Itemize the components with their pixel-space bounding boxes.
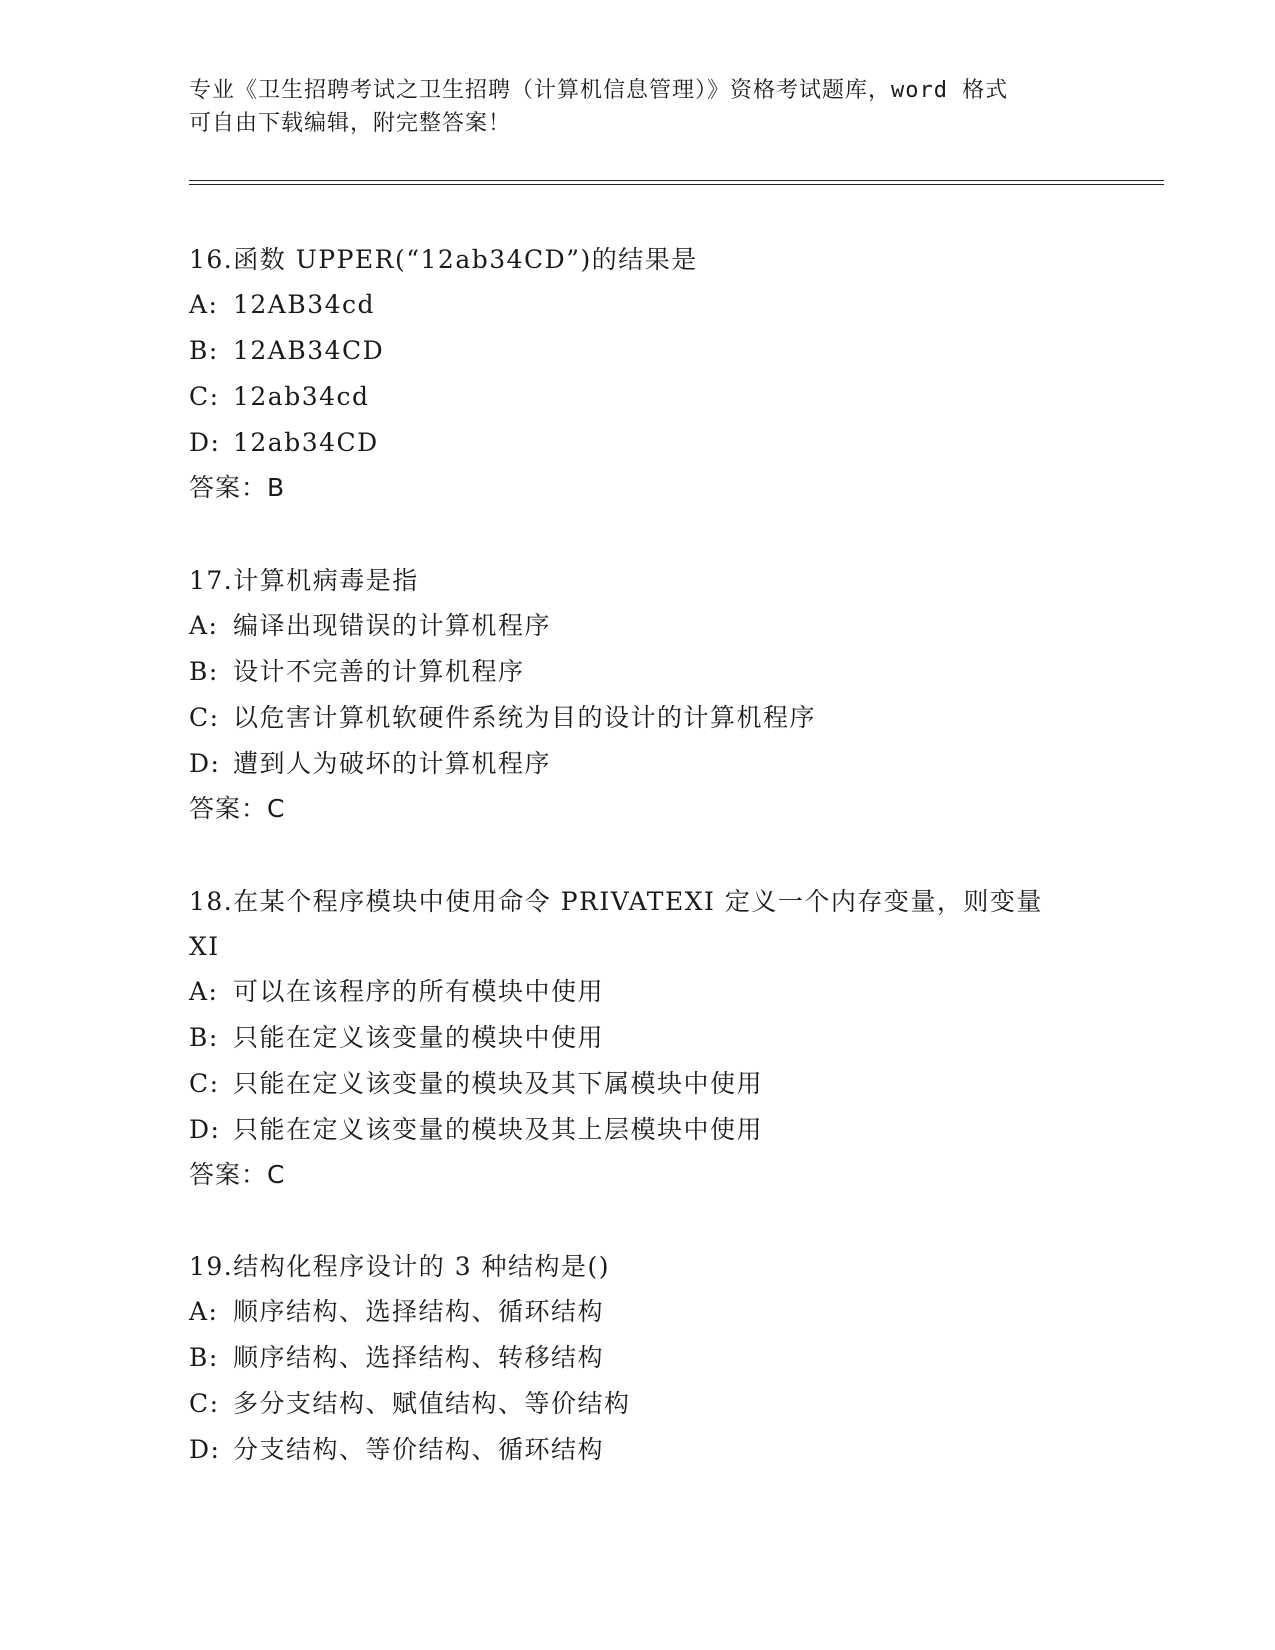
option-letter: A: [189,1297,219,1326]
option-letter: B: [189,657,219,686]
option-letter: D: [189,749,221,778]
option-b [189,649,1109,695]
option-letter: B: [189,1023,219,1052]
option-text: 遭到人为破坏的计算机程序 [233,749,552,778]
option-text: 12AB34cd [233,290,376,319]
header-line-1: 专业《卫生招聘考试之卫生招聘（计算机信息管理）》资格考试题库，word 格式 [189,78,1009,103]
question-stem: 16.函数 UPPER(“12ab34CD”)的结果是 [189,245,698,274]
option-text: 只能在定义该变量的模块中使用 [233,1023,605,1052]
option-letter: D: [189,428,221,457]
option-d [189,1107,1109,1153]
option-a [189,282,1109,328]
option-letter: D: [189,1115,221,1144]
option-letter: C: [189,1389,220,1418]
option-text: 12AB34CD [233,336,385,365]
option-text: 编译出现错误的计算机程序 [233,611,552,640]
option-c [189,1381,1109,1427]
document-header [189,74,1079,140]
option-text: 顺序结构、选择结构、转移结构 [233,1343,605,1372]
answer-line: 答案：B [189,473,286,502]
option-text: 12ab34cd [233,382,370,411]
question-stem: 19.结构化程序设计的 3 种结构是() [189,1252,611,1281]
option-text: 可以在该程序的所有模块中使用 [233,977,605,1006]
question-stem: 17.计算机病毒是指 [189,566,419,595]
option-letter: A: [189,611,219,640]
answer-line: 答案：C [189,1160,286,1189]
header-divider-bottom [189,184,1164,185]
option-letter: C: [189,1069,220,1098]
question-stem-continuation: XI [189,932,220,961]
option-c [189,1061,1109,1107]
option-b [189,1335,1109,1381]
option-text: 只能在定义该变量的模块及其上层模块中使用 [233,1115,764,1144]
option-text: 分支结构、等价结构、循环结构 [233,1435,605,1464]
option-text: 设计不完善的计算机程序 [233,657,525,686]
option-letter: C: [189,703,220,732]
option-c [189,695,1109,741]
option-a [189,603,1109,649]
option-d [189,1427,1109,1473]
option-text: 12ab34CD [233,428,379,457]
option-text: 顺序结构、选择结构、循环结构 [233,1297,605,1326]
option-text: 以危害计算机软硬件系统为目的设计的计算机程序 [233,703,817,732]
question-19 [189,1244,1109,1473]
header-line-2: 可自由下载编辑，附完整答案！ [189,111,512,136]
option-text: 多分支结构、赋值结构、等价结构 [233,1389,631,1418]
option-b [189,1015,1109,1061]
question-18 [189,879,1109,1197]
option-letter: B: [189,336,219,365]
option-letter: C: [189,382,220,411]
option-letter: D: [189,1435,221,1464]
option-a [189,1289,1109,1335]
answer-line: 答案：C [189,794,286,823]
question-stem: 18.在某个程序模块中使用命令 PRIVATEXI 定义一个内存变量，则变量 [189,887,1043,916]
header-divider-top [189,180,1164,181]
option-c [189,374,1109,420]
option-d [189,741,1109,787]
option-letter: A: [189,290,219,319]
option-text: 只能在定义该变量的模块及其下属模块中使用 [233,1069,764,1098]
question-17 [189,558,1109,831]
option-letter: B: [189,1343,219,1372]
option-d [189,420,1109,466]
option-a [189,969,1109,1015]
question-16 [189,237,1109,510]
option-b [189,328,1109,374]
option-letter: A: [189,977,219,1006]
